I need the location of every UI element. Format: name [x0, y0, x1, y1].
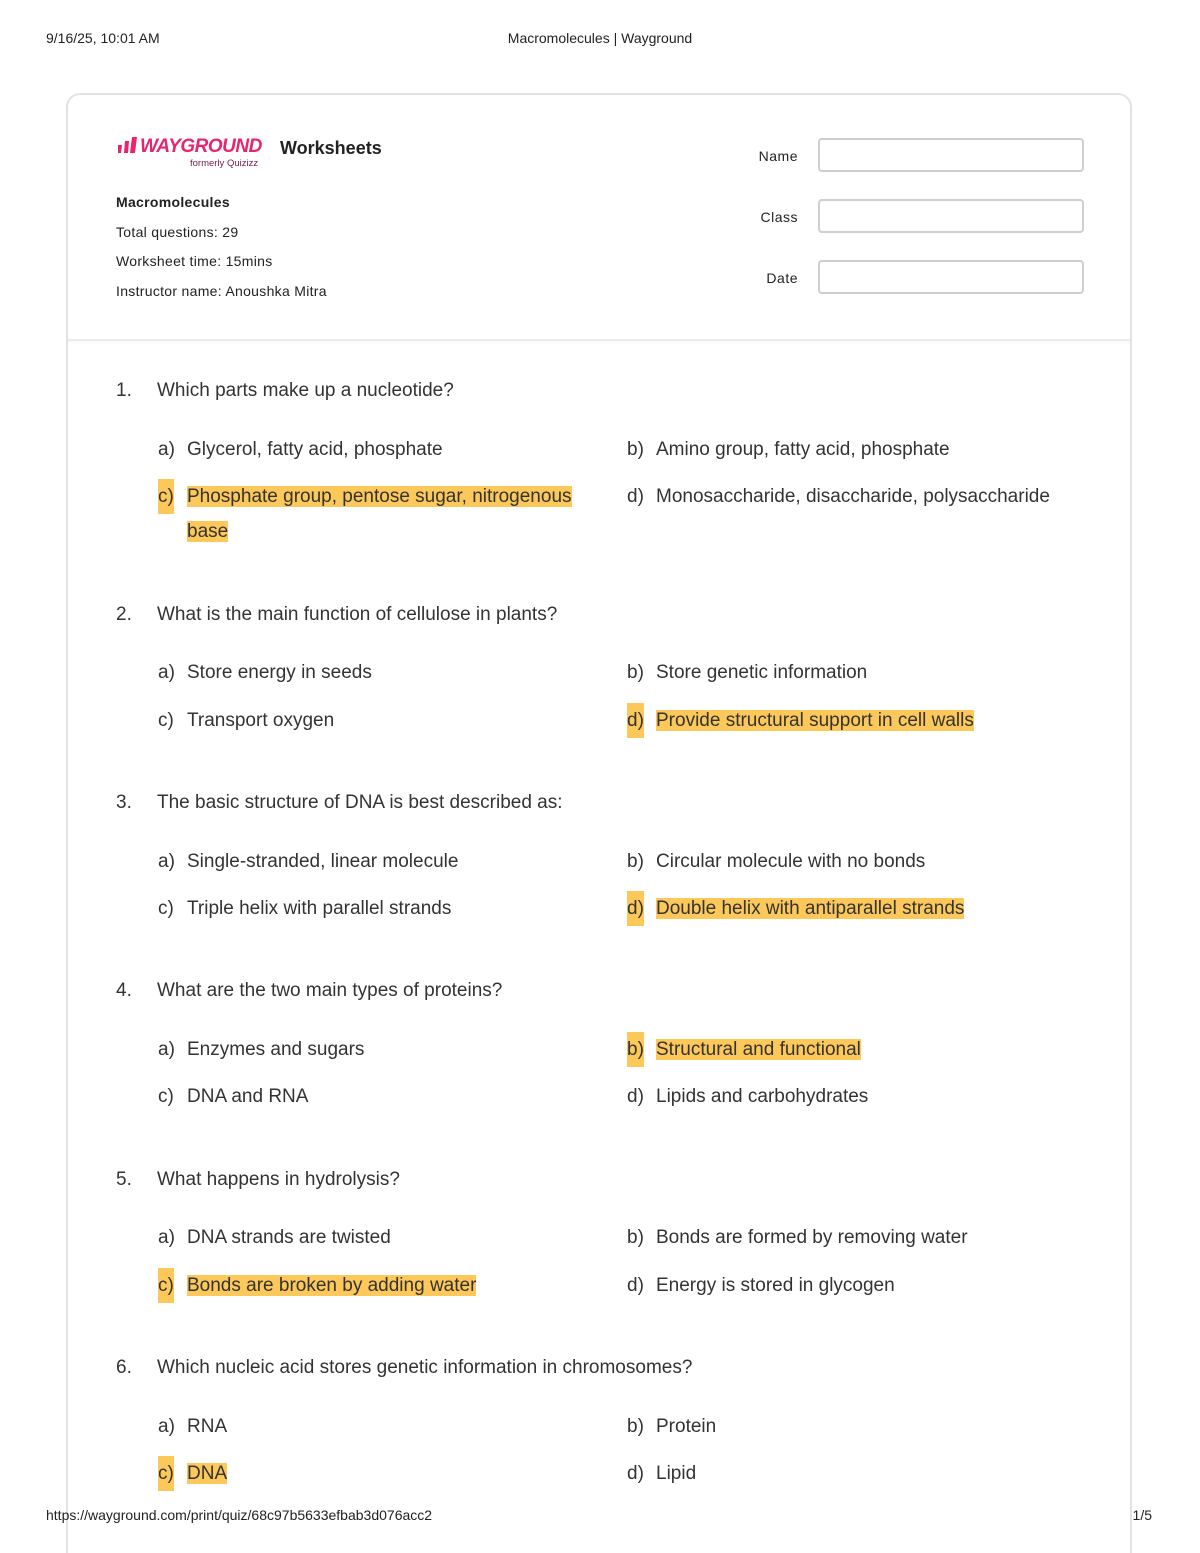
- question-number: 6.: [116, 1357, 132, 1378]
- question-number: 5.: [116, 1169, 132, 1190]
- option-text: Store energy in seeds: [187, 662, 372, 683]
- option-letter: d): [627, 486, 644, 507]
- option-text: RNA: [187, 1416, 228, 1437]
- date-label: Date: [766, 270, 798, 286]
- option-text: Triple helix with parallel strands: [187, 898, 452, 919]
- option-letter: d): [627, 891, 644, 926]
- option-text: Monosaccharide, disaccharide, polysaccharide: [656, 486, 1050, 507]
- name-field[interactable]: [818, 138, 1084, 172]
- option-text: Double helix with antiparallel strands: [656, 898, 965, 919]
- worksheet-card: [66, 93, 1132, 1553]
- option-text: Bonds are formed by removing water: [656, 1227, 968, 1248]
- option-letter: b): [627, 439, 644, 460]
- class-field-row: [708, 199, 1088, 235]
- option-text: Single-stranded, linear molecule: [187, 851, 459, 872]
- question-text: Which nucleic acid stores genetic information in chromosomes?: [157, 1357, 693, 1378]
- option-text: Enzymes and sugars: [187, 1039, 365, 1060]
- worksheets-label: Worksheets: [280, 138, 382, 158]
- option-letter: a): [158, 662, 175, 683]
- option-letter: c): [158, 1268, 174, 1303]
- option-letter: a): [158, 1227, 175, 1248]
- option-text: DNA and RNA: [187, 1086, 309, 1107]
- option-text: Transport oxygen: [187, 710, 335, 731]
- option-text: Protein: [656, 1416, 717, 1437]
- question-number: 3.: [116, 792, 132, 813]
- option-letter: c): [158, 1086, 174, 1107]
- option-letter: a): [158, 1039, 175, 1060]
- option-letter: c): [158, 479, 174, 514]
- date-field[interactable]: [818, 260, 1084, 294]
- svg-text:formerly Quizizz: formerly Quizizz: [190, 158, 259, 169]
- question-number: 2.: [116, 604, 132, 625]
- option-letter: b): [627, 1227, 644, 1248]
- option-text: Phosphate group, pentose sugar, nitrogenous: [187, 486, 572, 507]
- svg-text:WAYGROUND: WAYGROUND: [140, 136, 262, 157]
- option-text: Provide structural support in cell walls: [656, 710, 974, 731]
- option-letter: b): [627, 851, 644, 872]
- option-letter: d): [627, 1086, 644, 1107]
- option-text: DNA strands are twisted: [187, 1227, 391, 1248]
- option-text: Lipids and carbohydrates: [656, 1086, 869, 1107]
- option-letter: c): [158, 710, 174, 731]
- question-text: What happens in hydrolysis?: [157, 1169, 400, 1190]
- option-text: Energy is stored in glycogen: [656, 1275, 895, 1296]
- worksheet-header: [68, 95, 1130, 341]
- option-letter: d): [627, 1275, 644, 1296]
- question-number: 4.: [116, 980, 132, 1001]
- quiz-meta: [116, 194, 327, 312]
- question-text: Which parts make up a nucleotide?: [157, 380, 454, 401]
- name-label: Name: [758, 148, 798, 164]
- print-date: 9/16/25, 10:01 AM: [46, 30, 160, 46]
- name-field-row: [708, 138, 1088, 174]
- option-letter: b): [627, 662, 644, 683]
- option-letter: b): [627, 1032, 644, 1067]
- option-letter: a): [158, 851, 175, 872]
- option-letter: a): [158, 439, 175, 460]
- print-title: Macromolecules | Wayground: [507, 30, 693, 46]
- option-text: Bonds are broken by adding water: [187, 1275, 477, 1296]
- option-letter: a): [158, 1416, 175, 1437]
- total-questions: Total questions: 29: [116, 223, 239, 240]
- question-text: What is the main function of cellulose in plants?: [157, 604, 558, 625]
- print-header: [0, 30, 1200, 50]
- option-letter: c): [158, 1456, 174, 1491]
- option-letter: c): [158, 898, 174, 919]
- option-letter: b): [627, 1416, 644, 1437]
- option-letter: d): [627, 1463, 644, 1484]
- option-text: Glycerol, fatty acid, phosphate: [187, 439, 443, 460]
- quiz-title: Macromolecules: [116, 194, 230, 210]
- print-footer: [0, 1507, 1200, 1527]
- wayground-logo: [118, 131, 278, 171]
- option-letter: d): [627, 703, 644, 738]
- option-text-continued: base: [187, 521, 229, 542]
- class-field[interactable]: [818, 199, 1084, 233]
- option-text: DNA: [187, 1463, 228, 1484]
- page-number: 1/5: [1132, 1507, 1152, 1523]
- option-text: Lipid: [656, 1463, 697, 1484]
- print-url: https://wayground.com/print/quiz/68c97b5633efbab3d076acc2: [46, 1507, 433, 1523]
- class-label: Class: [760, 209, 798, 225]
- worksheet-time: Worksheet time: 15mins: [116, 253, 273, 269]
- option-text: Amino group, fatty acid, phosphate: [656, 439, 950, 460]
- option-text: Structural and functional: [656, 1039, 861, 1060]
- question-text: The basic structure of DNA is best described as:: [157, 792, 563, 813]
- question-number: 1.: [116, 380, 132, 401]
- date-field-row: [708, 260, 1088, 296]
- option-text: Store genetic information: [656, 662, 868, 683]
- instructor-name: Instructor name: Anoushka Mitra: [116, 282, 327, 299]
- option-text: Circular molecule with no bonds: [656, 851, 926, 872]
- question-text: What are the two main types of proteins?: [157, 980, 503, 1001]
